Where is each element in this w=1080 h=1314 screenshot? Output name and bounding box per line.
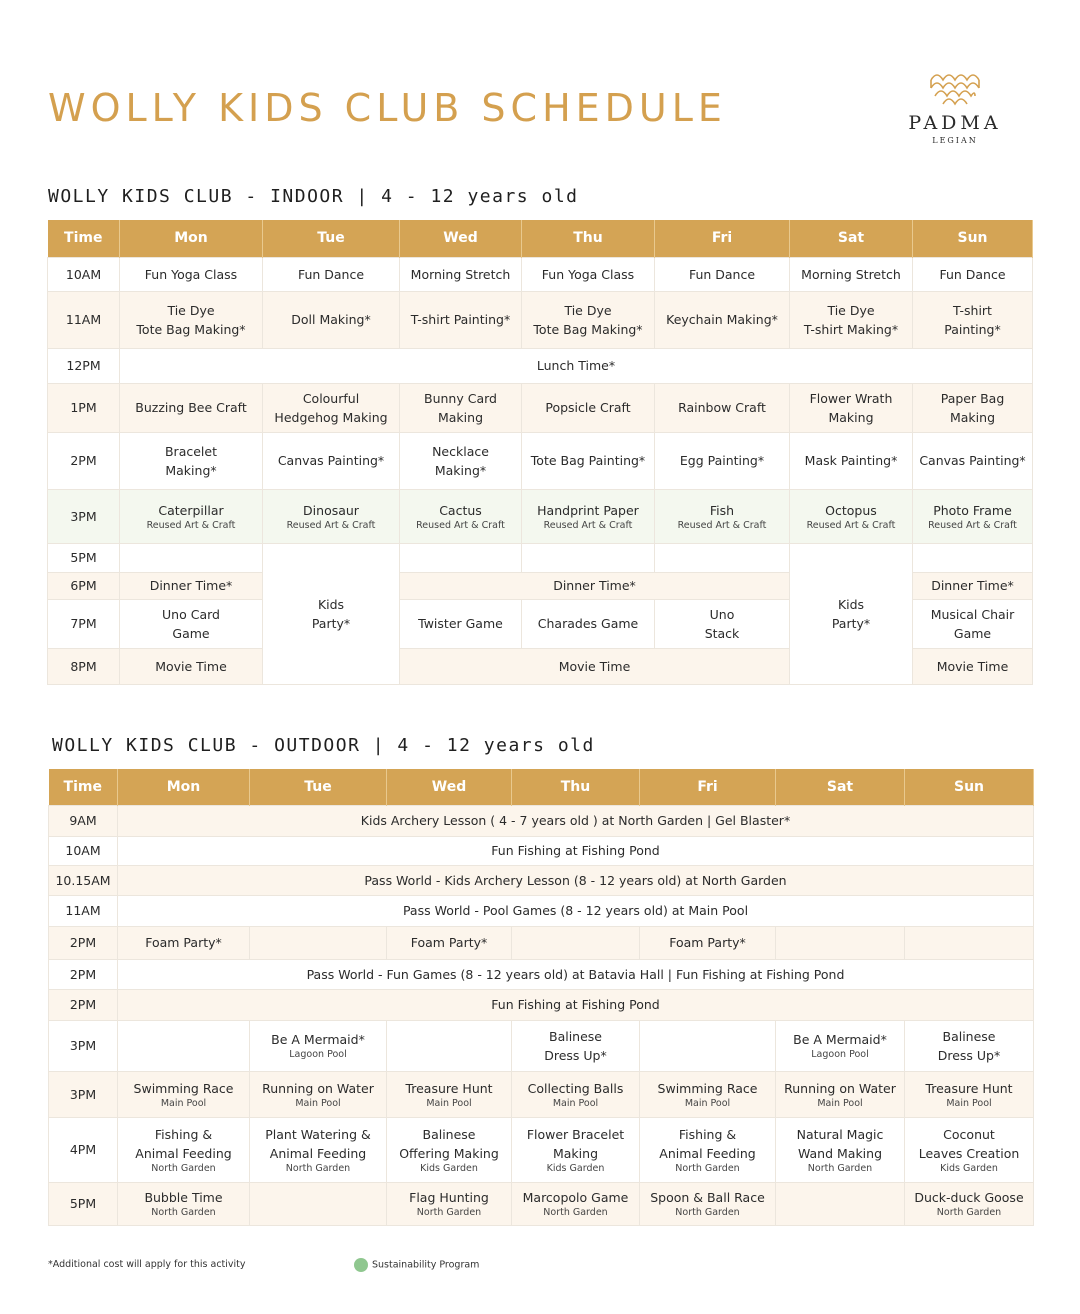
activity-line: Swimming Race <box>133 1080 234 1096</box>
activity-subtitle: Reused Art & Craft <box>806 519 896 531</box>
table-row <box>48 432 1033 489</box>
activity-line: Making <box>949 409 995 425</box>
activity-line: Dress Up* <box>937 1047 1001 1063</box>
activity-cell <box>400 383 522 432</box>
activity-line: Flag Hunting <box>409 1190 489 1205</box>
activity-location: Kids Garden <box>546 1162 605 1174</box>
activity-location: Main Pool <box>684 1097 731 1109</box>
activity-cell <box>640 1071 776 1117</box>
table-row <box>49 805 1034 836</box>
empty-cell <box>776 1182 905 1225</box>
activity-line: Bunny Card <box>424 390 497 406</box>
empty-cell <box>250 926 387 959</box>
activity-location: North Garden <box>807 1162 873 1174</box>
empty-cell <box>387 1020 512 1071</box>
activity-line: T-shirt Making* <box>803 321 899 337</box>
activity-cell: Popsicle Craft <box>522 383 655 432</box>
activity-cell <box>512 1117 640 1182</box>
empty-cell <box>120 543 263 572</box>
activity-cell <box>387 1182 512 1225</box>
activity-location: Kids Garden <box>420 1162 478 1174</box>
header-wed: Wed <box>387 769 512 805</box>
table-row-sustainability <box>48 489 1033 543</box>
table-row <box>49 989 1034 1020</box>
activity-cell: Keychain Making* <box>655 291 790 348</box>
activity-line: Natural Magic <box>796 1126 884 1142</box>
activity-cell <box>118 1182 250 1225</box>
activity-cell <box>640 1117 776 1182</box>
empty-cell <box>522 543 655 572</box>
time-cell: 10.15AM <box>49 865 118 895</box>
activity-location: Main Pool <box>426 1097 472 1109</box>
activity-location: North Garden <box>543 1207 608 1218</box>
time-cell: 2PM <box>49 989 118 1020</box>
sustainability-legend <box>354 1258 479 1272</box>
activity-line: Cactus <box>439 502 482 518</box>
activity-cell: Mask Painting* <box>790 432 913 489</box>
activity-line: Fishing & <box>678 1126 737 1142</box>
activity-cell <box>400 432 522 489</box>
table-row <box>49 1020 1034 1071</box>
activity-cell: Fun Fishing at Fishing Pond <box>118 836 1034 865</box>
table-row <box>49 1071 1034 1117</box>
activity-cell: Twister Game <box>400 599 522 648</box>
activity-cell <box>913 489 1033 543</box>
activity-cell <box>905 1071 1034 1117</box>
time-cell: 2PM <box>49 926 118 959</box>
activity-line: Making* <box>165 462 217 478</box>
activity-location: North Garden <box>936 1207 1002 1218</box>
activity-line: Party* <box>831 615 871 631</box>
activity-cell <box>655 599 790 648</box>
activity-cell <box>776 1117 905 1182</box>
activity-line: Duck-duck Goose <box>914 1190 1024 1205</box>
activity-line: Flower Wrath <box>809 390 893 406</box>
activity-cell: Foam Party* <box>387 926 512 959</box>
activity-subtitle: Reused Art & Craft <box>543 519 633 531</box>
activity-cell <box>118 1117 250 1182</box>
header-time: Time <box>49 769 118 805</box>
empty-cell <box>905 926 1034 959</box>
activity-cell: Fun Yoga Class <box>120 257 263 291</box>
activity-line: Uno <box>709 606 735 622</box>
time-cell: 5PM <box>48 543 120 572</box>
activity-location: North Garden <box>675 1207 740 1218</box>
time-cell: 11AM <box>49 895 118 926</box>
empty-cell <box>913 543 1033 572</box>
header-mon: Mon <box>120 220 263 257</box>
activity-cell: Fun Dance <box>913 257 1033 291</box>
activity-line: T-shirt <box>953 302 992 318</box>
activity-line: Necklace <box>432 443 489 459</box>
activity-cell: Dinner Time* <box>400 572 790 599</box>
header-time: Time <box>48 220 120 257</box>
time-cell: 10AM <box>48 257 120 291</box>
activity-cell: Fun Dance <box>655 257 790 291</box>
activity-cell <box>913 291 1033 348</box>
time-cell: 8PM <box>48 648 120 684</box>
time-cell: 2PM <box>49 959 118 989</box>
activity-line: Bracelet <box>164 443 217 459</box>
activity-line: Dress Up* <box>544 1047 607 1063</box>
activity-cell <box>512 1020 640 1071</box>
header-sun: Sun <box>905 769 1034 805</box>
header-fri: Fri <box>655 220 790 257</box>
activity-location: Lagoon Pool <box>289 1049 347 1060</box>
activity-line: Tie Dye <box>564 302 612 318</box>
activity-cell: Morning Stretch <box>400 257 522 291</box>
activity-cell: Movie Time <box>913 648 1033 684</box>
activity-location: North Garden <box>151 1162 216 1174</box>
table-row <box>48 348 1033 383</box>
activity-location: North Garden <box>285 1162 351 1174</box>
activity-cell: Lunch Time* <box>120 348 1033 383</box>
time-cell: 11AM <box>48 291 120 348</box>
empty-cell <box>512 926 640 959</box>
activity-cell: Dinner Time* <box>913 572 1033 599</box>
time-cell: 6PM <box>48 572 120 599</box>
activity-location: Main Pool <box>295 1097 341 1109</box>
time-cell: 3PM <box>49 1071 118 1117</box>
activity-line: Tie Dye <box>827 302 875 318</box>
activity-cell: T-shirt Painting* <box>400 291 522 348</box>
activity-cell: Fun Yoga Class <box>522 257 655 291</box>
activity-location: North Garden <box>416 1207 482 1218</box>
activity-line: Tote Bag Making* <box>136 321 246 337</box>
activity-line: Paper Bag <box>940 390 1005 406</box>
activity-location: Main Pool <box>817 1097 863 1109</box>
empty-cell <box>250 1182 387 1225</box>
header-tue: Tue <box>263 220 400 257</box>
logo-name: PADMA <box>908 112 1002 134</box>
activity-cell: Pass World - Kids Archery Lesson (8 - 12 years old) at North Garden <box>118 865 1034 895</box>
activity-line: Treasure Hunt <box>925 1080 1013 1096</box>
activity-line: Fish <box>709 502 735 518</box>
table-row <box>48 257 1033 291</box>
activity-cell <box>790 291 913 348</box>
activity-cell <box>905 1020 1034 1071</box>
additional-cost-note: *Additional cost will apply for this activity <box>48 1259 246 1270</box>
activity-cell <box>640 1182 776 1225</box>
empty-cell <box>655 543 790 572</box>
activity-cell <box>776 1071 905 1117</box>
activity-line: Animal Feeding <box>135 1145 232 1161</box>
time-cell: 1PM <box>48 383 120 432</box>
indoor-section-title: WOLLY KIDS CLUB - INDOOR | 4 - 12 years old <box>48 186 579 207</box>
activity-cell: Movie Time <box>400 648 790 684</box>
table-row <box>49 926 1034 959</box>
activity-cell <box>120 291 263 348</box>
activity-cell: Rainbow Craft <box>655 383 790 432</box>
table-row <box>49 865 1034 895</box>
activity-cell <box>790 489 913 543</box>
legend-label: Sustainability Program <box>372 1259 480 1271</box>
activity-cell <box>387 1071 512 1117</box>
time-cell: 5PM <box>49 1182 118 1225</box>
empty-cell <box>118 1020 250 1071</box>
activity-line: Kids <box>837 596 865 612</box>
activity-line: Be A Mermaid* <box>793 1032 887 1047</box>
time-cell: 10AM <box>49 836 118 865</box>
activity-line: Making <box>828 409 874 425</box>
activity-line: Musical Chair <box>930 606 1015 622</box>
activity-cell <box>905 1117 1034 1182</box>
activity-cell: Pass World - Pool Games (8 - 12 years old) at Main Pool <box>118 895 1034 926</box>
activity-cell <box>913 383 1033 432</box>
activity-cell <box>522 291 655 348</box>
activity-location: Lagoon Pool <box>811 1049 869 1060</box>
empty-cell <box>776 926 905 959</box>
time-cell: 7PM <box>48 599 120 648</box>
activity-subtitle: Reused Art & Craft <box>677 519 767 531</box>
header-sat: Sat <box>790 220 913 257</box>
activity-line: Wand Making <box>797 1145 883 1161</box>
activity-cell <box>512 1071 640 1117</box>
activity-location: Main Pool <box>160 1097 207 1109</box>
activity-line: Offering Making <box>399 1145 499 1161</box>
activity-cell <box>263 383 400 432</box>
time-cell: 9AM <box>49 805 118 836</box>
activity-line: Game <box>953 625 992 641</box>
activity-location: North Garden <box>675 1162 740 1174</box>
activity-location: Kids Garden <box>940 1162 998 1174</box>
table-row <box>48 383 1033 432</box>
activity-cell <box>250 1020 387 1071</box>
activity-line: Making* <box>434 462 487 478</box>
header-sun: Sun <box>913 220 1033 257</box>
outdoor-schedule-table <box>48 769 1034 1226</box>
activity-line: Treasure Hunt <box>405 1080 493 1096</box>
activity-location: North Garden <box>151 1207 216 1218</box>
activity-cell <box>263 543 400 684</box>
activity-line: Tie Dye <box>167 302 215 318</box>
activity-cell <box>512 1182 640 1225</box>
activity-cell <box>120 599 263 648</box>
activity-cell: Foam Party* <box>640 926 776 959</box>
activity-line: Be A Mermaid* <box>271 1032 365 1047</box>
time-cell: 12PM <box>48 348 120 383</box>
table-row <box>48 543 1033 572</box>
activity-cell <box>905 1182 1034 1225</box>
activity-cell <box>790 383 913 432</box>
activity-line: Balinese <box>422 1126 476 1142</box>
table-row <box>49 1117 1034 1182</box>
header-mon: Mon <box>118 769 250 805</box>
activity-cell: Kids Archery Lesson ( 4 - 7 years old ) at North Garden | Gel Blaster* <box>118 805 1034 836</box>
activity-line: Balinese <box>549 1028 602 1044</box>
activity-subtitle: Reused Art & Craft <box>286 519 376 531</box>
activity-line: Animal Feeding <box>659 1145 756 1161</box>
activity-line: Making <box>552 1145 598 1161</box>
activity-cell <box>263 489 400 543</box>
activity-line: Balinese <box>942 1028 996 1044</box>
activity-cell <box>913 599 1033 648</box>
time-cell: 3PM <box>49 1020 118 1071</box>
table-row <box>49 1182 1034 1225</box>
activity-location: Main Pool <box>946 1097 992 1109</box>
lotus-logo-icon <box>925 66 985 108</box>
padma-logo <box>890 66 1020 145</box>
activity-cell: Pass World - Fun Games (8 - 12 years old) at Batavia Hall | Fun Fishing at Fishing Pond <box>118 959 1034 989</box>
activity-cell: Foam Party* <box>118 926 250 959</box>
activity-cell: Fun Dance <box>263 257 400 291</box>
time-cell: 3PM <box>48 489 120 543</box>
activity-line: Handprint Paper <box>537 502 639 518</box>
activity-line: Running on Water <box>262 1080 374 1096</box>
green-dot-icon <box>354 1258 368 1272</box>
activity-line: Plant Watering & <box>265 1126 371 1142</box>
activity-cell <box>118 1071 250 1117</box>
activity-cell: Egg Painting* <box>655 432 790 489</box>
activity-line: Party* <box>311 615 351 631</box>
activity-line: Animal Feeding <box>269 1145 367 1161</box>
activity-location: Main Pool <box>552 1097 599 1109</box>
header-wed: Wed <box>400 220 522 257</box>
activity-cell: Morning Stretch <box>790 257 913 291</box>
outdoor-section-title: WOLLY KIDS CLUB - OUTDOOR | 4 - 12 years old <box>52 735 595 756</box>
activity-line: Making <box>437 409 483 425</box>
activity-cell <box>250 1117 387 1182</box>
activity-line: Stack <box>704 625 740 641</box>
header-fri: Fri <box>640 769 776 805</box>
activity-line: Game <box>172 625 210 641</box>
header-tue: Tue <box>250 769 387 805</box>
header-sat: Sat <box>776 769 905 805</box>
activity-line: Bubble Time <box>144 1190 223 1205</box>
activity-cell: Dinner Time* <box>120 572 263 599</box>
activity-line: Fishing & <box>154 1126 213 1142</box>
table-row <box>49 959 1034 989</box>
activity-cell: Canvas Painting* <box>263 432 400 489</box>
activity-line: Marcopolo Game <box>522 1190 629 1205</box>
activity-line: Running on Water <box>784 1080 896 1096</box>
activity-cell <box>400 489 522 543</box>
activity-cell <box>790 543 913 684</box>
activity-subtitle: Reused Art & Craft <box>416 519 505 531</box>
header-thu: Thu <box>512 769 640 805</box>
activity-cell: Canvas Painting* <box>913 432 1033 489</box>
activity-line: Hedgehog Making <box>274 409 388 425</box>
activity-cell: Tote Bag Painting* <box>522 432 655 489</box>
activity-line: Painting* <box>944 321 1001 337</box>
activity-subtitle: Reused Art & Craft <box>146 519 236 531</box>
header-thu: Thu <box>522 220 655 257</box>
activity-line: Swimming Race <box>657 1080 758 1096</box>
activity-line: Photo Frame <box>933 502 1012 518</box>
activity-line: Kids <box>317 596 345 612</box>
activity-subtitle: Reused Art & Craft <box>928 519 1017 531</box>
activity-cell: Fun Fishing at Fishing Pond <box>118 989 1034 1020</box>
page-title: WOLLY KIDS CLUB SCHEDULE <box>48 86 727 130</box>
indoor-schedule-table <box>47 220 1033 685</box>
activity-cell <box>120 489 263 543</box>
outdoor-header-row <box>49 769 1034 805</box>
activity-cell: Buzzing Bee Craft <box>120 383 263 432</box>
activity-line: Dinosaur <box>303 502 359 518</box>
activity-cell: Doll Making* <box>263 291 400 348</box>
activity-cell <box>522 489 655 543</box>
empty-cell <box>640 1020 776 1071</box>
activity-line: Tote Bag Making* <box>533 321 643 337</box>
activity-line: Uno Card <box>162 606 220 622</box>
activity-line: Coconut <box>943 1126 995 1142</box>
time-cell: 4PM <box>49 1117 118 1182</box>
activity-line: Spoon & Ball Race <box>650 1190 765 1205</box>
activity-line: Flower Bracelet <box>526 1126 625 1142</box>
table-row <box>49 895 1034 926</box>
activity-line: Caterpillar <box>158 502 224 518</box>
activity-line: Colourful <box>302 390 360 406</box>
activity-line: Octopus <box>825 502 877 518</box>
activity-cell: Charades Game <box>522 599 655 648</box>
logo-subtitle: LEGIAN <box>932 136 978 145</box>
indoor-header-row <box>48 220 1033 257</box>
time-cell: 2PM <box>48 432 120 489</box>
empty-cell <box>400 543 522 572</box>
activity-line: Leaves Creation <box>918 1145 1020 1161</box>
table-row <box>48 291 1033 348</box>
activity-cell: Movie Time <box>120 648 263 684</box>
table-row <box>49 836 1034 865</box>
activity-cell <box>250 1071 387 1117</box>
activity-cell <box>776 1020 905 1071</box>
activity-cell <box>387 1117 512 1182</box>
activity-cell <box>120 432 263 489</box>
activity-line: Collecting Balls <box>527 1080 624 1096</box>
activity-cell <box>655 489 790 543</box>
